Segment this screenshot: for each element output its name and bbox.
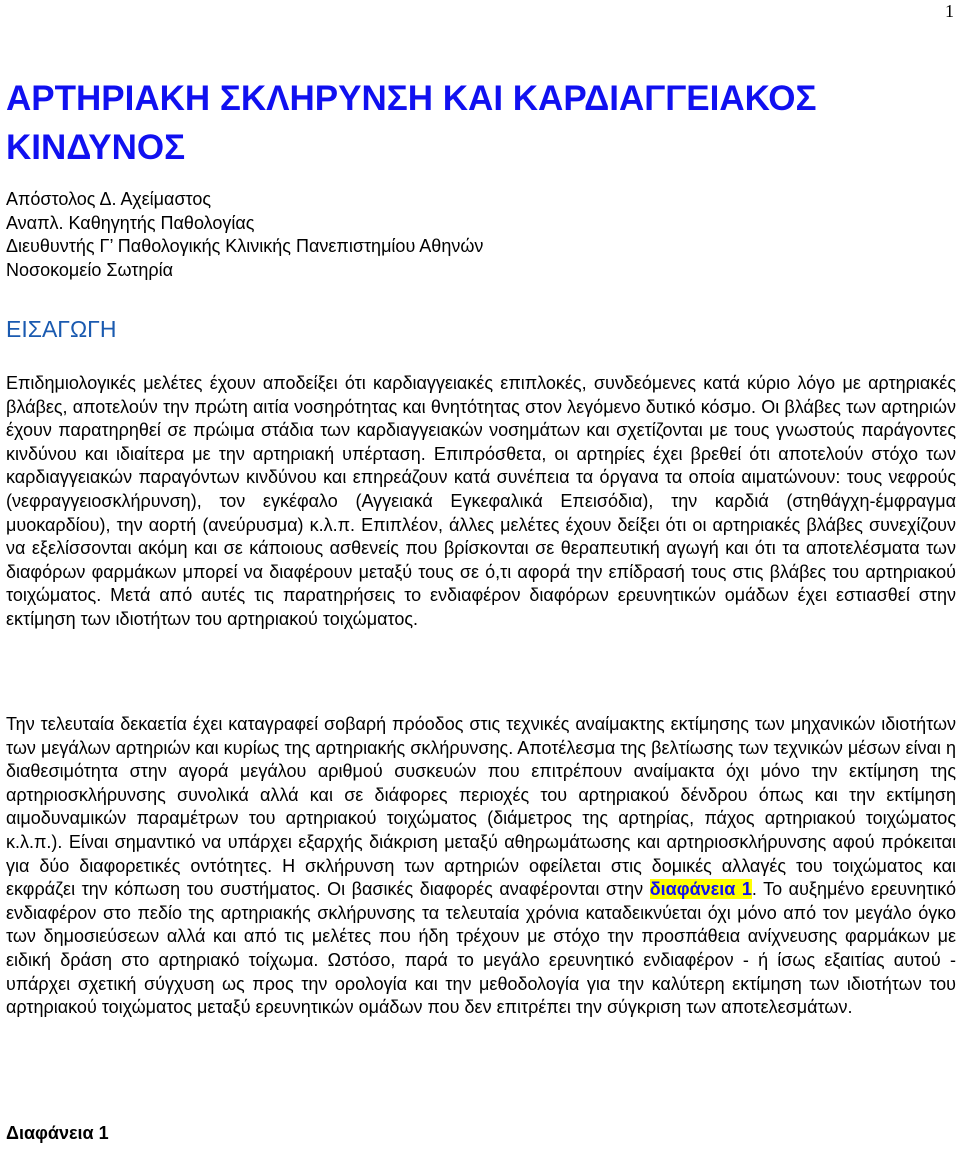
paragraph-2-text-before: Την τελευταία δεκαετία έχει καταγραφεί σοβαρή πρόοδος στις τεχνικές αναίμακτης εκτίμησης των μηχανικών ιδιοτήτων των μεγάλων αρτηριών και κυρίως της αρτηριακής σκλήρυνσης. Αποτέλεσμα της βελτίωσης των τεχνικών μέσων είναι η διαθεσιμότητα στην αγορά μεγάλου αριθμού συσκευών που επιτρέπουν αναίμακτα όχι μόνο την εκτίμηση της αρτηριοσκλήρυνσης συνολικά αλλά και σε διάφορες περιοχές του αρτηριακού δένδρου όπως και την εκτίμηση αιμοδυναμικών παραμέτρων του αρτηριακού τοιχώματος (διάμετρος της αρτηρίας, πάχος αρτηριακού τοιχώματος κ.λ.π.). Είναι σημαντικό να υπάρχει εξαρχής διάκριση μεταξύ αθηρωμάτωσης και αρτηριοσκλήρυνσης αφού πρόκειται για δύο διαφορετικές οντότητες. Η σκλήρυνση των αρτηριών οφείλεται στις δομικές αλλαγές του τοιχώματος και εκφράζει την κόπωση του συστήματος. Οι βασικές διαφορές αναφέρονται στην [6, 714, 956, 900]
paragraph-2-text-after: . Το αυξημένο ερευνητικό ενδιαφέρον στο πεδίο της αρτηριακής σκλήρυνσης τα τελευταία χρόνια καταδεικνύεται όχι μόνο από τον μεγάλο όγκο των δημοσιεύσεων αλλά και από τις μελέτες που ήδη τρέχουν με στόχο την προσπάθεια ανίχνευσης φαρμάκων με ειδική δράση στο αρτηριακό τοίχωμα. Ωστόσο, παρά το μεγάλο ερευνητικό ενδιαφέρον - ή ίσως εξαιτίας αυτού - υπάρχει σχετική σύγχυση ως προς την ορολογία και την μεθοδολογία για την καλύτερη εκτίμηση των ιδιοτήτων του αρτηριακού τοιχώματος μεταξύ ερευνητικών ομάδων που δεν επιτρέπει την σύγκριση των αποτελεσμάτων. [6, 879, 957, 1018]
section-heading-introduction: ΕΙΣΑΓΩΓΗ [6, 316, 117, 342]
page-number: 1 [945, 1, 954, 21]
paragraph-2 [6, 713, 956, 1020]
author-department: Διευθυντής Γ’ Παθολογικής Κλινικής Πανεπιστημίου Αθηνών [6, 236, 484, 257]
slide-label: Διαφάνεια 1 [6, 1123, 109, 1143]
author-position: Αναπλ. Καθηγητής Παθολογίας [6, 212, 255, 233]
paragraph-1: Επιδημιολογικές μελέτες έχουν αποδείξει ότι καρδιαγγειακές επιπλοκές, συνδεόμενες κατά κύριο λόγο με αρτηριακές βλάβες, αποτελούν την πρώτη αιτία νοσηρότητας και θνητότητας στον λεγόμενο δυτικό κόσμο. Οι βλάβες των αρτηριών έχουν παρατηρηθεί σε πρώιμα στάδια των καρδιαγγειακών νοσημάτων και σχετίζονται με τους γνωστούς παράγοντες κινδύνου και ιδιαίτερα με την αρτηριακή υπέρταση. Επιπρόσθετα, οι αρτηρίες έχει βρεθεί ότι αποτελούν στόχο των καρδιαγγειακών παραγόντων κινδύνου και επηρεάζουν κατά συνέπεια τα όργανα τα οποία αιματώνουν: τους νεφρούς (νεφραγγειοσκλήρυνση), τον εγκέφαλο (Αγγειακά Εγκεφαλικά Επεισόδια), την καρδιά (στηθάγχη-έμφραγμα μυοκαρδίου), την αορτή (ανεύρυσμα) κ.λ.π. Επιπλέον, άλλες μελέτες έχουν δείξει ότι οι αρτηριακές βλάβες συνεχίζουν να εξελίσσονται ακόμη και σε κάποιους ασθενείς που βρίσκονται σε θεραπευτική αγωγή και ότι τα αποτελέσματα των διαφόρων φαρμάκων μπορεί να διαφέρουν μεταξύ τους σε ό,τι αφορά την επίδρασή τους στις βλάβες του αρτηριακού τοιχώματος. Μετά από αυτές τις παρατηρήσεις το ενδιαφέρον διαφόρων ερευνητικών ομάδων έχει εστιασθεί στην εκτίμηση των ιδιοτήτων του αρτηριακού τοιχώματος. [6, 373, 956, 629]
slide-reference-highlight: διαφάνεια 1 [649, 879, 752, 900]
author-hospital: Νοσοκομείο Σωτηρία [6, 259, 174, 280]
author-block [6, 188, 946, 282]
document-title: ΑΡΤΗΡΙΑΚΗ ΣΚΛΗΡΥΝΣΗ ΚΑΙ ΚΑΡΔΙΑΓΓΕΙΑΚΟΣ ΚΙΝΔΥΝΟΣ [6, 79, 817, 167]
author-name: Απόστολος Δ. Αχείμαστος [6, 189, 212, 209]
